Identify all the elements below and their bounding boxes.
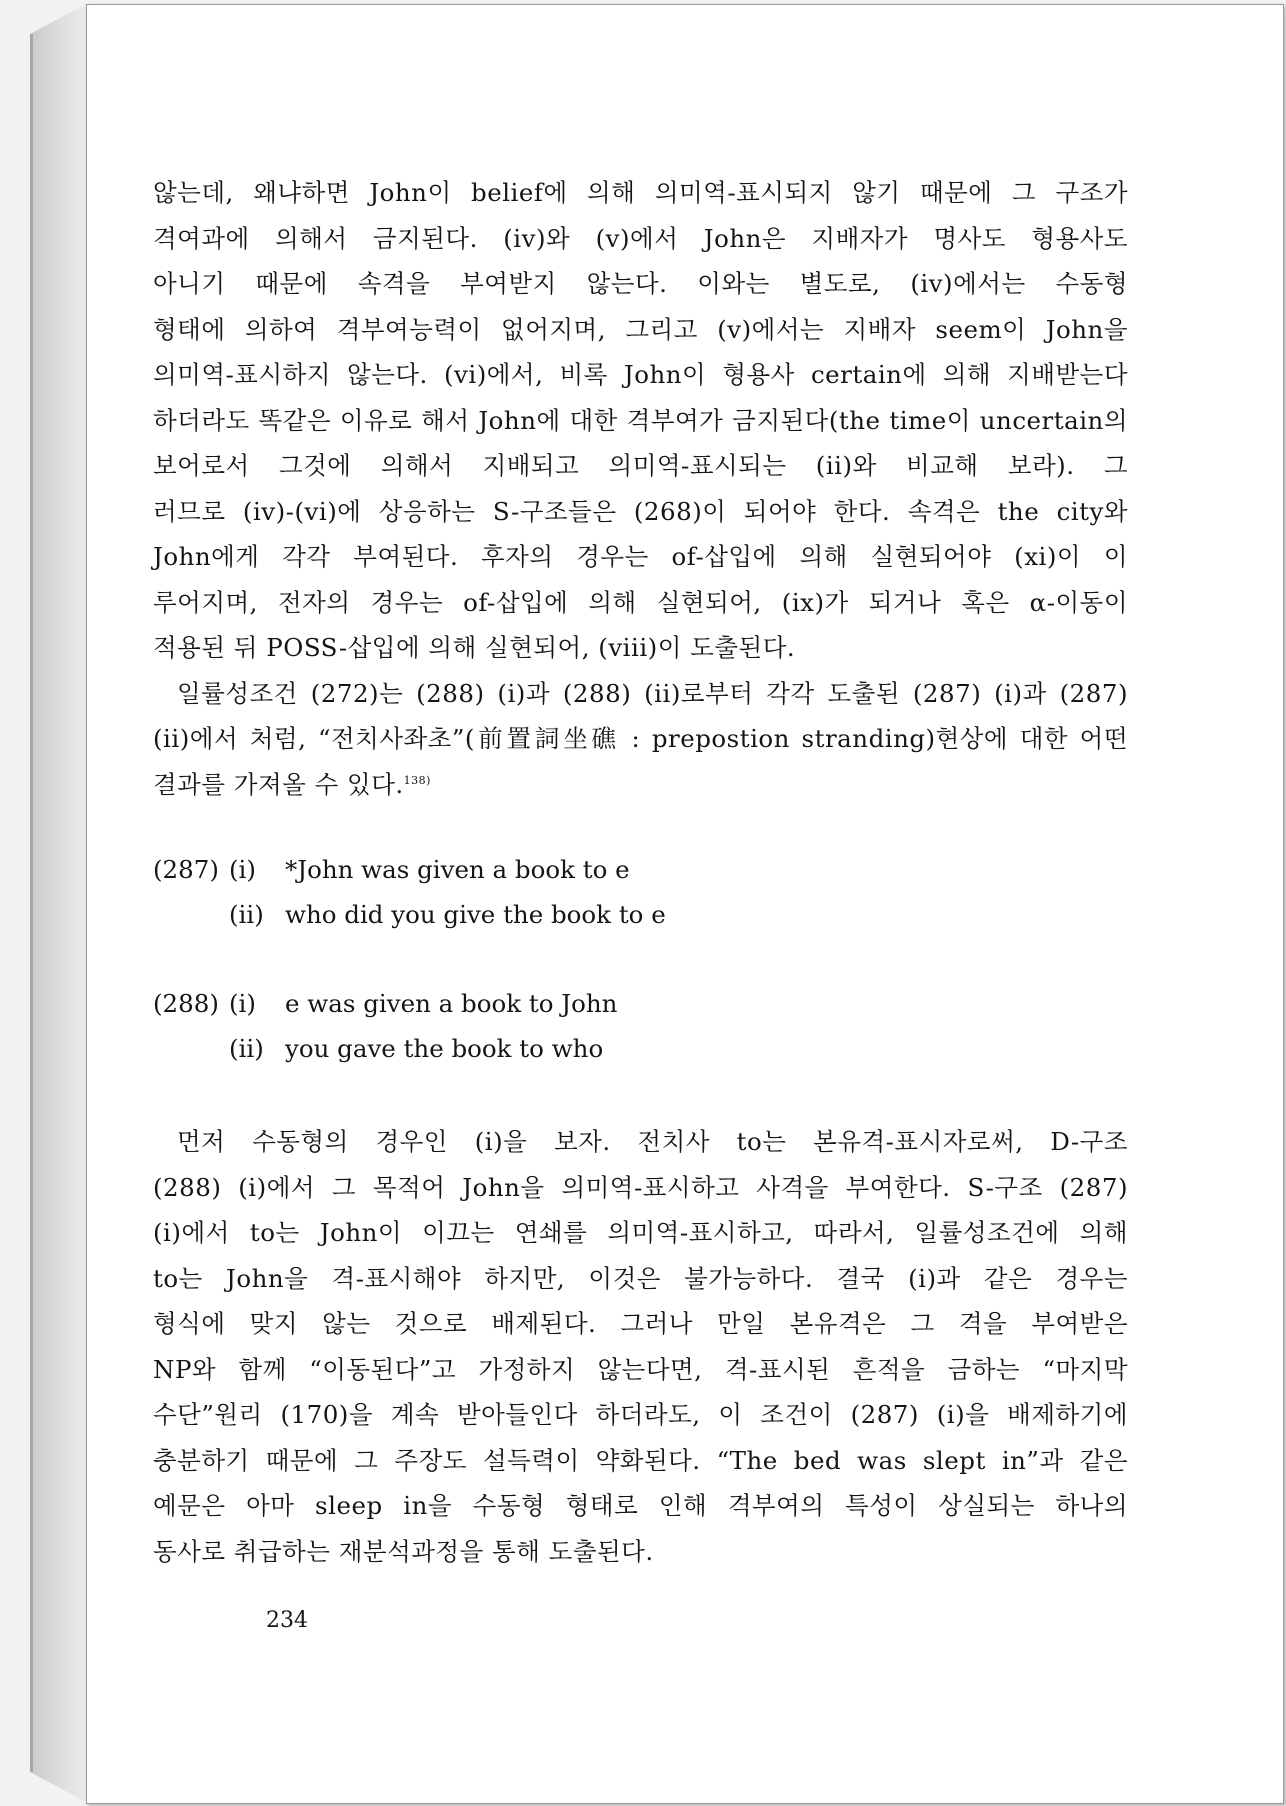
example-288 <box>153 981 1128 1071</box>
text-line: John에게 각각 부여된다. 후자의 경우는 of-삽입에 의해 실현되어야 (xi)이 이 <box>153 542 1128 571</box>
text-line: 러므로 (iv)-(vi)에 상응하는 S-구조들은 (268)이 되어야 한다. 속격은 the city와 <box>153 496 1128 526</box>
example-row <box>153 892 1128 937</box>
page-number: 234 <box>266 1608 308 1633</box>
book-spine <box>30 4 86 1802</box>
text-line: 하더라도 똑같은 이유로 해서 John에 대한 격부여가 금지된다(the time이 uncertain의 <box>153 405 1128 435</box>
text-line: 예문은 아마 sleep in을 수동형 형태로 인해 격부여의 특성이 상실되는 하나의 <box>153 1491 1128 1520</box>
text-line-content: 결과를 가져올 수 있다. <box>153 769 404 799</box>
text-line: 동사로 취급하는 재분석과정을 통해 도출된다. <box>153 1536 654 1566</box>
example-number: (288) <box>153 989 219 1018</box>
page-content <box>153 170 1128 1574</box>
text-line: (288) (i)에서 그 목적어 John을 의미역-표시하고 사격을 부여한다. S-구조 (287) <box>153 1172 1128 1202</box>
example-row <box>153 847 1128 892</box>
example-287 <box>153 847 1128 937</box>
text-line: (i)에서 to는 John이 이끄는 연쇄를 의미역-표시하고, 따라서, 일률성조건에 의해 <box>153 1218 1128 1247</box>
paragraph-3 <box>153 1119 1128 1574</box>
text-line: 충분하기 때문에 그 주장도 설득력이 약화된다. “The bed was slept in”과 같은 <box>153 1445 1128 1475</box>
book-spine-edge <box>30 34 33 1772</box>
text-line: NP와 함께 “이동된다”고 가정하지 않는다면, 격-표시된 흔적을 금하는 “마지막 <box>153 1354 1128 1384</box>
text-line: to는 John을 격-표시해야 하지만, 이것은 불가능하다. 결국 (i)과 같은 경우는 <box>153 1263 1128 1293</box>
text-line <box>153 762 1128 808</box>
example-number: (287) <box>153 855 219 884</box>
example-row <box>153 981 1128 1026</box>
example-row <box>153 1026 1128 1071</box>
paragraph-2 <box>153 671 1128 808</box>
example-label: (i) <box>229 855 256 884</box>
example-text: e was given a book to John <box>285 989 618 1018</box>
paragraph-1 <box>153 170 1128 671</box>
text-line: 일률성조건 (272)는 (288) (i)과 (288) (ii)로부터 각각 도출된 (287) (i)과 (287) <box>177 678 1128 708</box>
example-text: you gave the book to who <box>285 1034 604 1063</box>
text-line: 의미역-표시하지 않는다. (vi)에서, 비록 John이 형용사 certain에 의해 지배받는다 <box>153 360 1128 389</box>
text-line: 아니기 때문에 속격을 부여받지 않는다. 이와는 별도로, (iv)에서는 수동형 <box>153 269 1128 298</box>
text-line: 형식에 맞지 않는 것으로 배제된다. 그러나 만일 본유격은 그 격을 부여받은 <box>153 1309 1128 1338</box>
text-line: 적용된 뒤 POSS-삽입에 의해 실현되어, (viii)이 도출된다. <box>153 633 796 662</box>
example-label: (ii) <box>229 900 264 929</box>
text-line: 먼저 수동형의 경우인 (i)을 보자. 전치사 to는 본유격-표시자로써, D-구조 <box>177 1127 1128 1156</box>
example-label: (i) <box>229 989 256 1018</box>
footnote-reference: 138) <box>403 773 431 787</box>
text-line: 루어지며, 전자의 경우는 of-삽입에 의해 실현되어, (ix)가 되거나 혹은 α-이동이 <box>153 587 1128 617</box>
example-label: (ii) <box>229 1034 264 1063</box>
text-line: 않는데, 왜냐하면 John이 belief에 의해 의미역-표시되지 않기 때문에 그 구조가 <box>153 178 1128 207</box>
text-line: 형태에 의하여 격부여능력이 없어지며, 그리고 (v)에서는 지배자 seem이 John을 <box>153 314 1128 344</box>
example-text: *John was given a book to e <box>285 855 630 884</box>
text-line: 보어로서 그것에 의해서 지배되고 의미역-표시되는 (ii)와 비교해 보라). 그 <box>153 451 1128 480</box>
text-line: (ii)에서 처럼, “전치사좌초”(前置詞坐礁 : prepostion stranding)현상에 대한 어떤 <box>153 724 1128 753</box>
example-text: who did you give the book to e <box>285 900 666 929</box>
text-line: 격여과에 의해서 금지된다. (iv)와 (v)에서 John은 지배자가 명사도 형용사도 <box>153 223 1128 253</box>
text-line: 수단”원리 (170)을 계속 받아들인다 하더라도, 이 조건이 (287) (i)을 배제하기에 <box>153 1400 1128 1429</box>
